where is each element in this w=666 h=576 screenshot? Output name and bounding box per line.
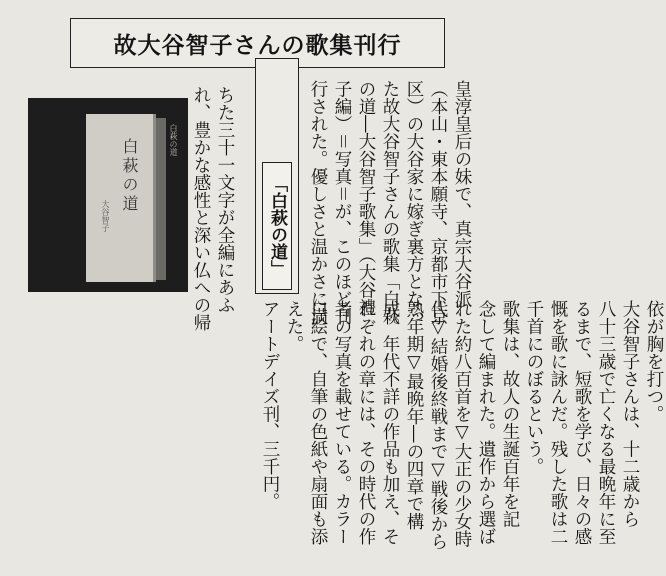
- book-spine: [156, 118, 166, 280]
- paragraph-line: 念して編まれた。遺作から選ば: [476, 300, 496, 545]
- paragraph-line: 慨を歌に詠んだ。残した歌は二: [548, 300, 568, 545]
- paragraph-line: 皇淳皇后の妹で、真宗大谷派: [452, 80, 472, 308]
- paragraph-line: 区）の大谷家に嫁ぎ裏方となっ: [404, 80, 424, 325]
- book-author: 大谷智子: [101, 200, 110, 232]
- article-headline: 故大谷智子さんの歌集刊行: [70, 18, 445, 68]
- paragraph-line: るまで、短歌を学び、日々の感: [572, 300, 592, 545]
- paragraph-line: れ、豊かな感性と深い仏への帰: [191, 86, 211, 331]
- paragraph-line: た故大谷智子さんの歌集「白萩: [380, 80, 400, 325]
- paragraph-line: えた。: [284, 300, 304, 353]
- article-text-top-right: [306, 80, 474, 325]
- article-text-bottom: [258, 300, 666, 550]
- paragraph-line: （本山・東本願寺、京都市下京: [428, 80, 448, 325]
- paragraph-line: 代▽結婚後終戦まで▽戦後から: [428, 300, 448, 550]
- book-title: 白萩の道: [120, 138, 139, 214]
- paragraph-line: 大谷智子さんは、十二歳から: [620, 300, 640, 528]
- paragraph-line: 歌集は、故人の生誕百年を記: [500, 300, 520, 528]
- paragraph-line: 者の写真を載せている。カラー: [332, 300, 352, 545]
- article-text-top-mid: [189, 86, 237, 331]
- paragraph-line: 口絵で、自筆の色紙や扇面も添: [308, 300, 328, 545]
- photo-caption: 「白萩の道」: [262, 162, 292, 290]
- paragraph-line: 子編）＝写真＝が、このほど刊: [332, 80, 352, 325]
- paragraph-line: アートデイズ刊、三千円。: [260, 300, 280, 510]
- book-cover: [86, 114, 156, 282]
- paragraph-line: れぞれの章には、その時代の作: [356, 300, 376, 545]
- paragraph-line: れた約八百首を▽大正の少女時: [452, 300, 472, 548]
- paragraph-line: 行された。優しさと温かさに満: [308, 80, 328, 325]
- paragraph-line: 成。年代不詳の作品も加え、そ: [380, 300, 400, 545]
- paragraph-line: の道―大谷智子歌集」（大谷禮: [356, 80, 376, 317]
- paragraph-line: 八十三歳で亡くなる最晩年に至: [596, 300, 616, 545]
- paragraph-line: ちた三十一文字が全編にあふ: [215, 86, 235, 314]
- paragraph-line: 千首にのぼるという。: [524, 300, 544, 475]
- paragraph-line: 依が胸を打つ。: [644, 300, 664, 423]
- paragraph-line: 熟年期▽最晩年―の四章で構: [404, 300, 424, 530]
- book-photo: [28, 98, 188, 292]
- book-spine-title: 白萩の道: [169, 124, 178, 156]
